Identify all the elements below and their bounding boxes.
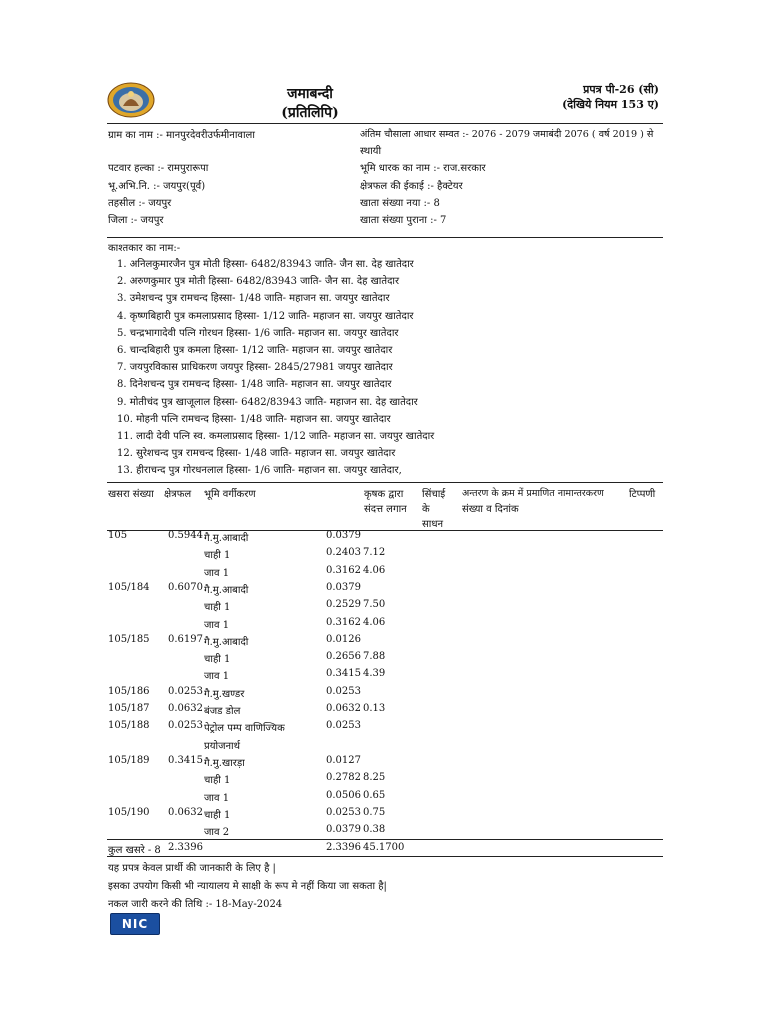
cultivator-item: 7. जयपुरविकास प्राधिकरण जयपुर हिस्सा- 2845/27981 जयपुर खातेदार xyxy=(117,362,393,374)
district: जिला :- जयपुर xyxy=(108,215,164,226)
cultivator-item: 3. उमेशचन्द पुत्र रामचन्द हिस्सा- 1/48 जाति- महाजन सा. जयपुर खातेदार xyxy=(117,293,390,305)
table-cell-khasra: 105/187 xyxy=(108,703,150,714)
nic-logo xyxy=(110,913,160,935)
table-cell-rent: 0.75 xyxy=(363,806,386,818)
table-cell-subarea: 0.0632 xyxy=(326,703,361,714)
table-cell-landtype: गै.मु.खण्डर xyxy=(204,688,245,700)
table-cell-subarea: 0.0379 xyxy=(326,824,361,836)
table-cell-rent: 0.38 xyxy=(363,824,386,836)
last-session-continued: स्थायी xyxy=(360,146,382,157)
table-cell-rent: 4.39 xyxy=(363,668,386,680)
rajasthan-emblem-logo xyxy=(107,82,155,118)
col-irrigation-header-2: के xyxy=(422,504,430,515)
document-subtitle: (प्रतिलिपि) xyxy=(281,105,339,121)
table-cell-khasra: 105/189 xyxy=(108,754,150,766)
table-cell-subarea: 0.0506 xyxy=(326,789,361,801)
table-cell-rent: 7.50 xyxy=(363,599,386,611)
table-cell-area: 0.6197 xyxy=(168,633,203,645)
table-cell-rent: 4.06 xyxy=(363,564,386,576)
table-cell-subarea: 0.3162 xyxy=(326,616,361,628)
table-cell-subarea: 0.0379 xyxy=(326,530,361,541)
total-label: कुल खसरे - 8 xyxy=(108,845,161,856)
table-cell-subarea: 0.2656 xyxy=(326,651,361,663)
document-title: जमाबन्दी xyxy=(287,86,333,102)
table-cell-landtype: गै.मु.आबादी xyxy=(204,584,249,596)
col-irrigation-header-3: साधन xyxy=(422,519,444,530)
table-cell-khasra: 105/190 xyxy=(108,806,150,818)
khata-old: खाता संख्या पुराना :- 7 xyxy=(360,215,447,226)
col-remarks-header: टिप्पणी xyxy=(629,489,656,500)
col-area-header: क्षेत्रफल xyxy=(164,489,192,500)
cultivator-item: 12. सुरेशचन्द पुत्र रामचन्द हिस्सा- 1/48 जाति- महाजन सा. जयपुर खातेदार xyxy=(117,448,396,460)
last-session: अंतिम चौसाला आधार सम्वत :- 2076 - 2079 जमाबंदी 2076 ( वर्ष 2019 ) से xyxy=(360,129,654,140)
table-cell-subarea: 0.0253 xyxy=(326,720,361,732)
col-irrigation-header: सिंचाई xyxy=(422,489,446,500)
table-cell-rent: 8.25 xyxy=(363,772,386,784)
patwar-halka: पटवार हल्का :- रामपुरारूपा xyxy=(108,163,209,174)
table-cell-area: 0.6070 xyxy=(168,581,203,593)
total-rent: 45.1700 xyxy=(363,842,405,853)
table-cell-khasra: 105/188 xyxy=(108,720,150,732)
table-cell-landtype: चाही 1 xyxy=(204,809,231,821)
table-cell-rent: 0.13 xyxy=(363,703,386,714)
table-cell-landtype: प्रयोजनार्थ xyxy=(204,740,241,752)
cultivator-item: 1. अनिलकुमारजैन पुत्र मोती हिस्सा- 6482/83943 जाति- जैन सा. देह खातेदार xyxy=(117,259,414,270)
table-cell-subarea: 0.0126 xyxy=(326,633,361,645)
table-cell-subarea: 0.2782 xyxy=(326,772,361,784)
form-number: प्रपत्र पी-26 (सी) xyxy=(583,83,659,96)
table-cell-khasra: 105/186 xyxy=(108,685,150,697)
cultivator-item: 4. कृष्णबिहारी पुत्र कमलाप्रसाद हिस्सा- 1/12 जाति- महाजन सा. जयपुर खातेदार xyxy=(117,310,414,322)
total-subarea: 2.3396 xyxy=(326,842,361,853)
info-only-note: यह प्रपत्र केवल प्रार्थी की जानकारी के लिए है | xyxy=(108,863,276,874)
cultivator-item: 11. लादी देवी पत्नि स्व. कमलाप्रसाद हिस्सा- 1/12 जाति- महाजन सा. जयपुर खातेदार xyxy=(117,431,435,442)
table-cell-area: 0.0632 xyxy=(168,806,203,818)
table-cell-landtype: चाही 1 xyxy=(204,550,231,562)
info-divider xyxy=(107,237,663,238)
rule-reference: (देखिये नियम 153 ए) xyxy=(562,98,659,111)
table-cell-rent: 7.88 xyxy=(363,651,386,663)
table-cell-subarea: 0.3415 xyxy=(326,668,361,680)
issue-date: नकल जारी करने की तिथि :- 18-May-2024 xyxy=(108,899,283,910)
table-cell-landtype: पेट्रोल पम्प वाणिज्यिक xyxy=(204,723,285,735)
cultivator-item: 8. दिनेशचन्द पुत्र रामचन्द हिस्सा- 1/48 जाति- महाजन सा. जयपुर खातेदार xyxy=(117,379,392,391)
cultivator-item: 10. मोहनी पत्नि रामचन्द हिस्सा- 1/48 जाति- महाजन सा. जयपुर खातेदार xyxy=(117,413,391,425)
total-area: 2.3396 xyxy=(168,842,203,853)
table-cell-khasra: 105 xyxy=(108,530,128,541)
table-cell-subarea: 0.2403 xyxy=(326,547,361,559)
nic-logo-text: NIC xyxy=(121,917,149,931)
table-cell-landtype: गै.मु.खारड़ा xyxy=(204,757,245,769)
table-cell-landtype: गै.मु.आबादी xyxy=(204,533,249,544)
table-cell-area: 0.0253 xyxy=(168,685,203,697)
col-khasra-header: खसरा संख्या xyxy=(108,489,154,500)
table-cell-rent: 0.65 xyxy=(363,789,386,801)
table-cell-rent: 7.12 xyxy=(363,547,386,559)
col-transfer-header-2: संख्या व दिनांक xyxy=(462,504,519,515)
table-cell-landtype: गै.मु.आबादी xyxy=(204,636,249,648)
cultivator-item: 13. हीराचन्द पुत्र गोरधनलाल हिस्सा- 1/6 जाति- महाजन सा. जयपुर खातेदार, xyxy=(117,465,402,477)
cultivators-label: काश्तकार का नाम:- xyxy=(108,243,181,254)
table-cell-area: 0.3415 xyxy=(168,754,203,766)
khata-new: खाता संख्या नया :- 8 xyxy=(360,198,440,209)
cultivator-item: 5. चन्द्रभागादेवी पत्नि गोरधन हिस्सा- 1/6 जाति- महाजन सा. जयपुर खातेदार xyxy=(117,327,399,339)
total-bottom-border xyxy=(107,856,663,857)
table-cell-subarea: 0.0253 xyxy=(326,685,361,697)
table-cell-subarea: 0.2529 xyxy=(326,599,361,611)
col-rent-header-2: संदत्त लगान xyxy=(364,504,407,515)
col-rent-header: कृषक द्वारा xyxy=(364,489,404,500)
table-cell-landtype: जाव 1 xyxy=(204,792,230,804)
table-cell-landtype: जाव 1 xyxy=(204,671,230,683)
col-landtype-header: भूमि वर्गीकरण xyxy=(204,489,256,500)
table-cell-landtype: चाही 1 xyxy=(204,775,231,787)
area-unit: क्षेत्रफल की ईकाई :- हैक्टेयर xyxy=(360,181,463,192)
table-cell-landtype: जाव 1 xyxy=(204,619,230,631)
table-cell-rent: 4.06 xyxy=(363,616,386,628)
table-cell-area: 0.5944 xyxy=(168,530,203,541)
tehsil: तहसील :- जयपुर xyxy=(108,198,172,209)
table-cell-khasra: 105/184 xyxy=(108,581,150,593)
cultivator-item: 6. चान्दबिहारी पुत्र कमला हिस्सा- 1/12 जाति- महाजन सा. जयपुर खातेदार xyxy=(117,345,393,356)
col-transfer-header: अन्तरण के क्रम में प्रमाणित नामान्तरकरण xyxy=(462,488,604,499)
table-cell-area: 0.0253 xyxy=(168,720,203,732)
table-cell-landtype: चाही 1 xyxy=(204,602,231,614)
total-top-border xyxy=(107,839,663,840)
table-cell-landtype: जाव 1 xyxy=(204,567,230,579)
legal-note: इसका उपयोग किसी भी न्यायालय मे साक्षी के रूप मे नहीं किया जा सकता है| xyxy=(108,881,387,892)
table-cell-subarea: 0.3162 xyxy=(326,564,361,576)
header-divider xyxy=(107,123,663,124)
land-holder: भूमि धारक का नाम :- राज.सरकार xyxy=(360,163,486,174)
cultivator-item: 9. मोतीचंद पुत्र खाजूलाल हिस्सा- 6482/83943 जाति- महाजन सा. देह खातेदार xyxy=(117,396,418,408)
table-cell-subarea: 0.0379 xyxy=(326,581,361,593)
cultivator-item: 2. अरुणकुमार पुत्र मोती हिस्सा- 6482/83943 जाति- जैन सा. देह खातेदार xyxy=(117,276,400,288)
bhu-abhi-ni: भू.अभि.नि. :- जयपुर(पूर्व) xyxy=(108,181,206,192)
table-cell-khasra: 105/185 xyxy=(108,633,150,645)
table-cell-subarea: 0.0253 xyxy=(326,806,361,818)
table-cell-area: 0.0632 xyxy=(168,703,203,714)
table-cell-subarea: 0.0127 xyxy=(326,754,361,766)
table-cell-landtype: चाही 1 xyxy=(204,654,231,666)
table-top-border xyxy=(107,482,663,483)
table-cell-landtype: जाव 2 xyxy=(204,827,230,839)
village-name: ग्राम का नाम :- मानपुरदेवरीउर्फमीनावाला xyxy=(108,130,255,141)
table-cell-landtype: बंजड डोल xyxy=(204,706,241,717)
